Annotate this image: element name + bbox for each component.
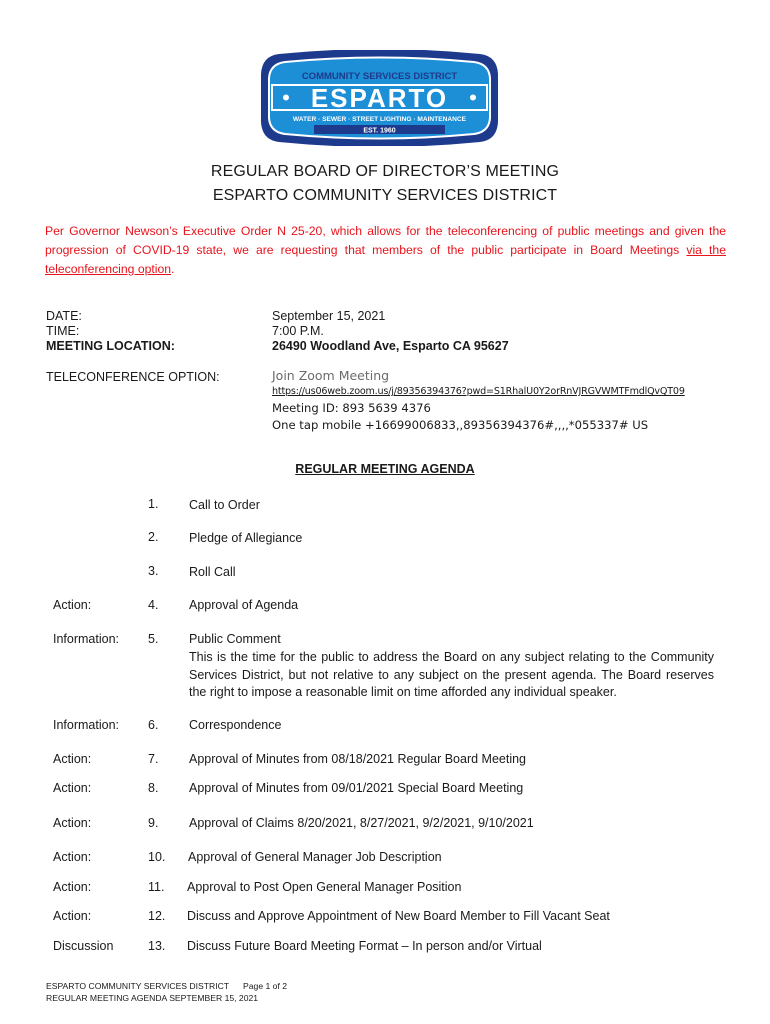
location-label: MEETING LOCATION: (46, 339, 175, 353)
agenda-item-text: Pledge of Allegiance (189, 531, 303, 545)
agenda-item-type: Discussion (53, 939, 114, 953)
time-value: 7:00 P.M. (272, 324, 324, 338)
location-value: 26490 Woodland Ave, Esparto CA 95627 (272, 339, 509, 353)
logo-main-text: ESPARTO (310, 83, 449, 113)
agenda-item-text: Correspondence (189, 718, 282, 732)
teleconference-label: TELECONFERENCE OPTION: (46, 370, 220, 384)
date-value: September 15, 2021 (272, 309, 386, 323)
footer-district: ESPARTO COMMUNITY SERVICES DISTRICT (46, 981, 230, 991)
meeting-id: Meeting ID: 893 5639 4376 (272, 401, 431, 415)
notice-link[interactable]: via the teleconferencing option (45, 243, 726, 276)
logo-bottom-text: WATER · SEWER · STREET LIGHTING · MAINTENANCE (292, 116, 467, 123)
agenda-item-detail: This is the time for the public to address the Board on any subject relating to the Community Services District, but not relative to any subject on the present agenda. The Board reserves the right to impose a reasonable limit on time afforded any individual speaker. (189, 650, 714, 699)
agenda-item-text: Approval to Post Open General Manager Position (187, 880, 462, 894)
agenda-item-type: Information: (53, 632, 120, 646)
time-label: TIME: (46, 324, 80, 338)
agenda-item-text: Approval of Minutes from 08/18/2021 Regular Board Meeting (189, 752, 526, 766)
agenda-item-num: 8. (148, 781, 159, 795)
agenda-item-type: Action: (53, 880, 92, 894)
covid-notice (45, 222, 726, 279)
agenda-item-text: Discuss and Approve Appointment of New Board Member to Fill Vacant Seat (187, 909, 610, 923)
agenda-item-type: Action: (53, 909, 92, 923)
agenda-item-type: Action: (53, 850, 92, 864)
agenda-item-num: 10. (148, 850, 166, 864)
agenda-item-text: Approval of Minutes from 09/01/2021 Special Board Meeting (189, 781, 524, 795)
page-title-line2: ESPARTO COMMUNITY SERVICES DISTRICT (212, 187, 558, 204)
agenda-item-type: Information: (53, 718, 120, 732)
agenda-item-type: Action: (53, 816, 92, 830)
agenda-item-num: 4. (148, 598, 159, 612)
agenda-item-type: Action: (53, 752, 92, 766)
agenda-item-num: 5. (148, 632, 159, 646)
agenda-item-text: Discuss Future Board Meeting Format – In person and/or Virtual (187, 939, 542, 953)
logo-est-text: EST. 1960 (363, 127, 396, 135)
notice-text: Per Governor Newson’s Executive Order N 25-20, which allows for the teleconferencing of public meetings and given the progression of COVID-19 state, we are requesting that members of the public participate in Board Meetings (45, 224, 726, 257)
district-logo (259, 50, 500, 146)
zoom-link[interactable]: https://us06web.zoom.us/j/89356394376?pwd=S1RhalU0Y2orRnVJRGVWMTFmdlQvQT09 (272, 386, 685, 397)
agenda-item-type: Action: (53, 598, 92, 612)
agenda-item-text: Call to Order (189, 498, 260, 512)
agenda-item-text: Approval of Claims 8/20/2021, 8/27/2021, 9/2/2021, 9/10/2021 (189, 816, 534, 830)
date-label: DATE: (46, 309, 82, 323)
agenda-item-num: 3. (148, 564, 159, 578)
agenda-item-num: 1. (148, 497, 159, 511)
agenda-item-text: Public Comment (189, 632, 281, 646)
agenda-item-num: 9. (148, 816, 159, 830)
agenda-item-num: 6. (148, 718, 159, 732)
agenda-item-num: 7. (148, 752, 159, 766)
agenda-item-num: 2. (148, 530, 159, 544)
agenda-item-text: Roll Call (189, 565, 236, 579)
logo-top-text: COMMUNITY SERVICES DISTRICT (301, 71, 458, 82)
agenda-item-num: 12. (148, 909, 166, 923)
footer-page-number: Page 1 of 2 (243, 981, 288, 991)
agenda-item-num: 13. (148, 939, 166, 953)
page-title-line1: REGULAR BOARD OF DIRECTOR’S MEETING (210, 163, 560, 180)
agenda-item-text: Approval of General Manager Job Description (188, 850, 442, 864)
agenda-item-text: Approval of Agenda (189, 598, 299, 612)
agenda-item-type: Action: (53, 781, 92, 795)
agenda-heading: REGULAR MEETING AGENDA (295, 462, 475, 476)
one-tap-mobile: One tap mobile +16699006833,,89356394376#,,,,*055337# US (272, 418, 649, 432)
agenda-item-num: 11. (148, 880, 165, 894)
zoom-title: Join Zoom Meeting (272, 368, 390, 383)
notice-end: . (171, 262, 175, 276)
footer-line1 (46, 980, 287, 992)
footer-line2: REGULAR MEETING AGENDA SEPTEMBER 15, 2021 (46, 993, 259, 1003)
